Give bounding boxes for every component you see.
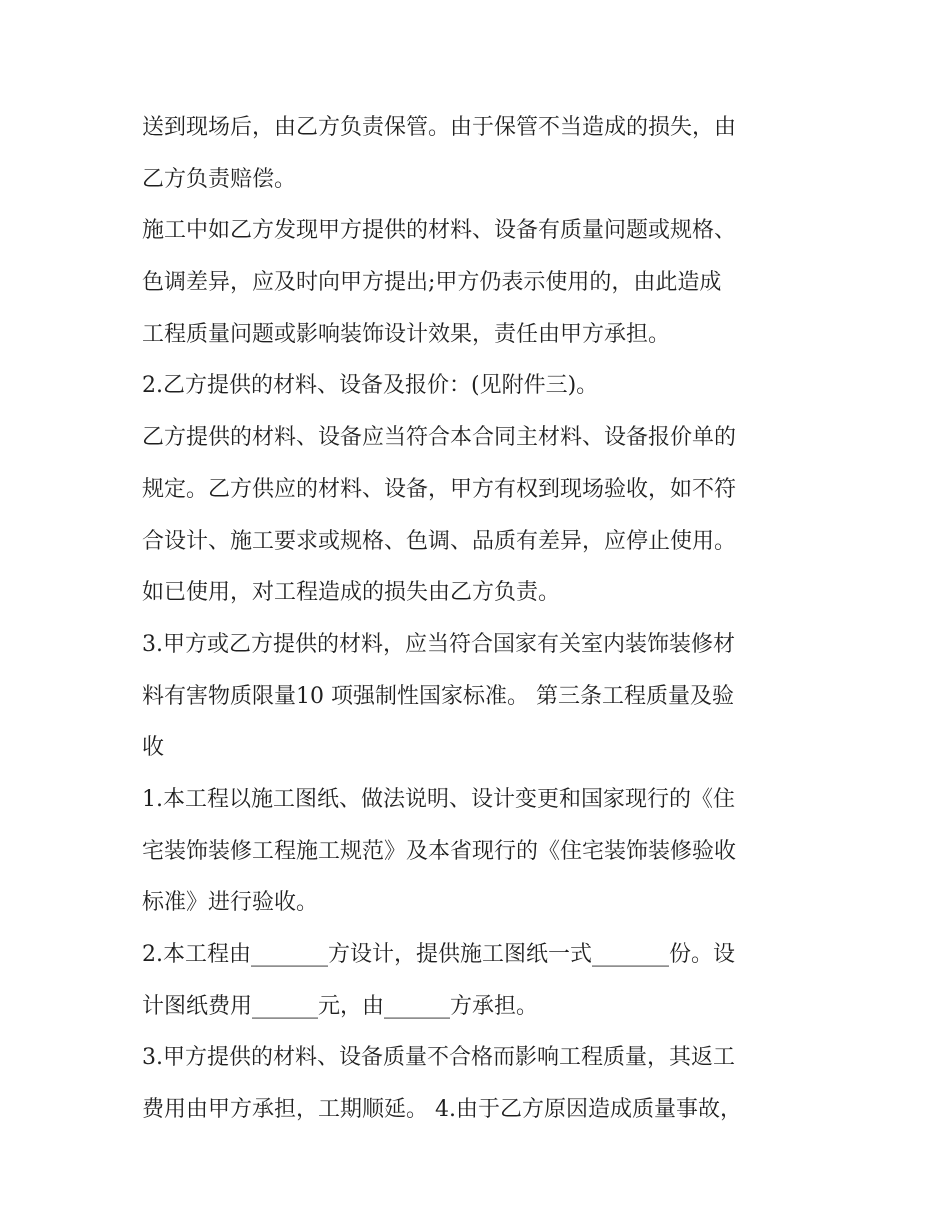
- text-line: 工程质量问题或影响装饰设计效果，责任由甲方承担。: [142, 321, 671, 347]
- paragraph-clause-2-supplier-materials: [142, 360, 822, 412]
- text-line: 规定。乙方供应的材料、设备，甲方有权到现场验收，如不符: [142, 476, 737, 502]
- paragraph-quality-responsibility: [142, 1032, 822, 1135]
- paragraph-acceptance-basis: [142, 774, 822, 929]
- text-line: 合设计、施工要求或规格、色调、品质有差异，应停止使用。: [142, 528, 737, 554]
- text-line: 费用由甲方承担，工期顺延。 4.由于乙方原因造成质量事故，: [142, 1097, 742, 1123]
- text-line: 施工中如乙方发现甲方提供的材料、设备有质量问题或规格、: [142, 218, 737, 244]
- text-line: 乙方负责赔偿。: [142, 166, 297, 192]
- text-line: 1.本工程以施工图纸、做法说明、设计变更和国家现行的《住: [142, 786, 735, 812]
- text-line: 3.甲方提供的材料、设备质量不合格而影响工程质量，其返工: [142, 1045, 735, 1071]
- document-body: [142, 102, 822, 1136]
- paragraph-supplier-material-rules: [142, 412, 822, 619]
- text-line: 3.甲方或乙方提供的材料，应当符合国家有关室内装饰装修材: [142, 631, 735, 657]
- paragraph-clause-3-national-standard: [142, 619, 822, 774]
- text-line: 色调差异，应及时向甲方提出;甲方仍表示使用的，由此造成: [142, 270, 722, 296]
- text-line: 乙方提供的材料、设备应当符合本合同主材料、设备报价单的: [142, 425, 737, 451]
- paragraph-design-drawings: [142, 929, 822, 1032]
- paragraph-material-quality-issue: [142, 205, 822, 360]
- text-line: 2.乙方提供的材料、设备及报价：(见附件三)。: [142, 373, 599, 399]
- text-line: 2.本工程由_______方设计，提供施工图纸一式_______份。设: [142, 942, 735, 967]
- text-line: 料有害物质限量10 项强制性国家标准。 第三条工程质量及验: [142, 683, 734, 709]
- text-line: 收: [142, 735, 165, 761]
- text-line: 宅装饰装修工程施工规范》及本省现行的《住宅装饰装修验收: [142, 838, 737, 864]
- text-line: 送到现场后，由乙方负责保管。由于保管不当造成的损失，由: [142, 115, 737, 140]
- text-line: 计图纸费用______元，由______方承担。: [142, 993, 539, 1019]
- text-line: 标准》进行验收。: [142, 890, 319, 916]
- paragraph-material-custody: [142, 102, 822, 205]
- text-line: 如已使用，对工程造成的损失由乙方负责。: [142, 580, 561, 606]
